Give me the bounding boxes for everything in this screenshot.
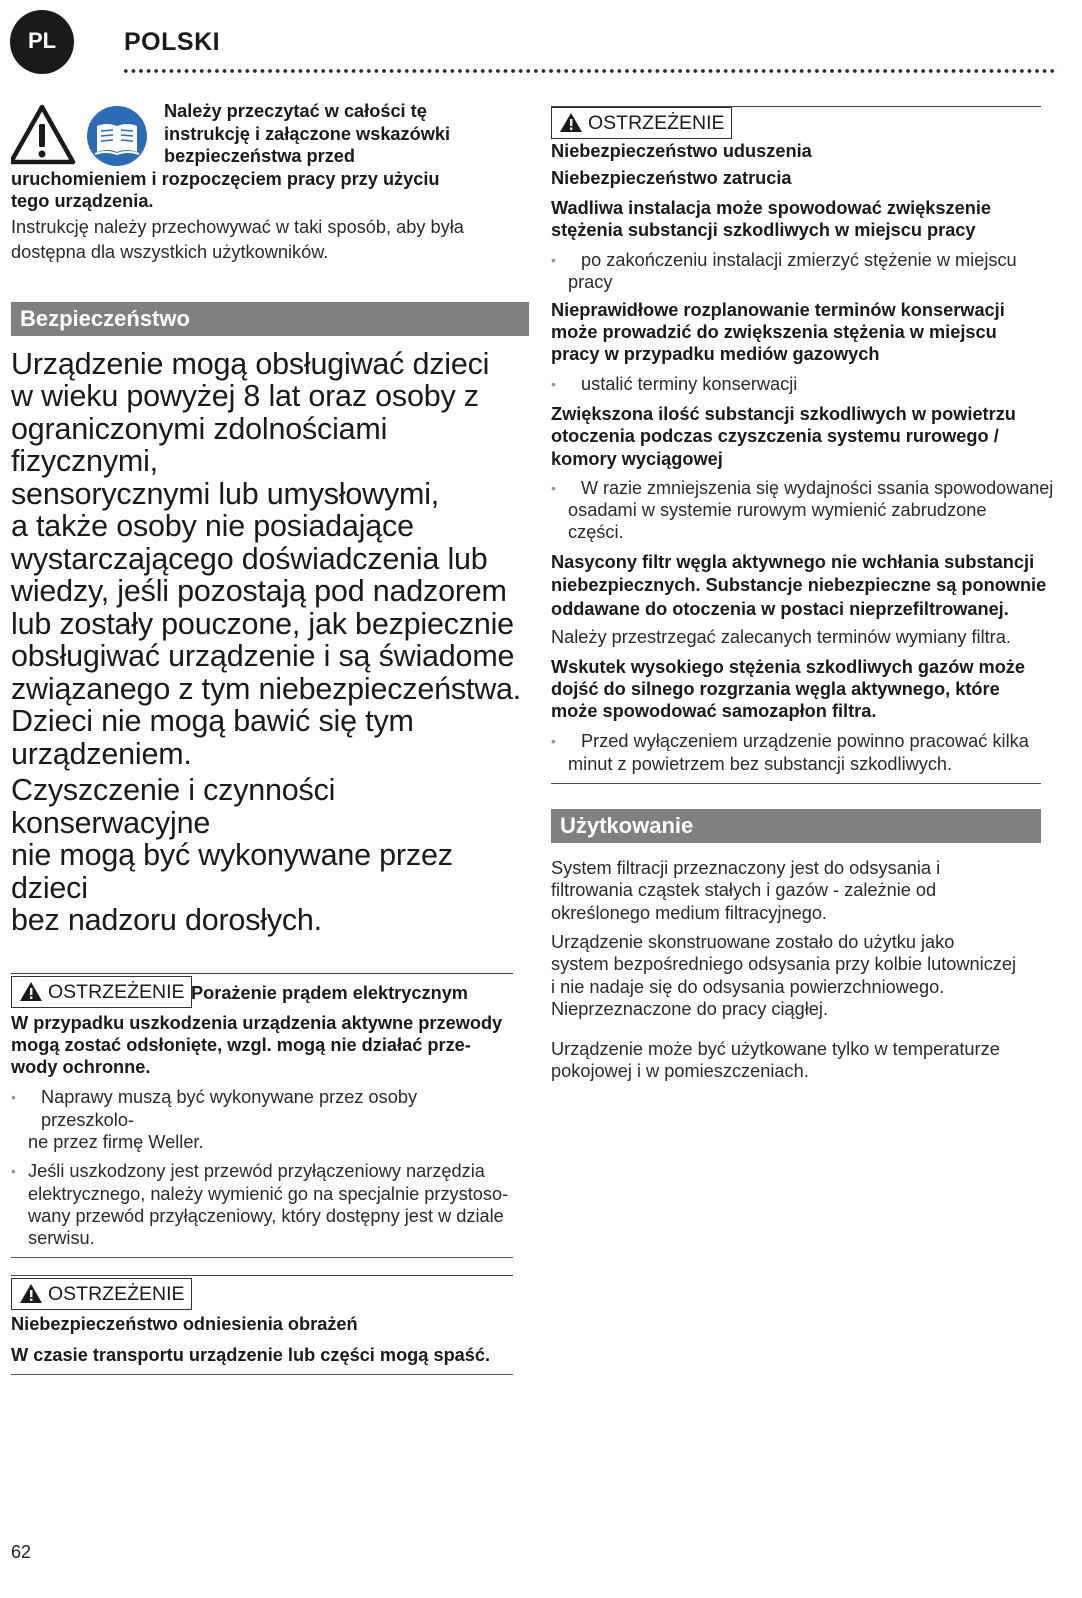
safety-line: wiedzy, jeśli pozostają pod nadzorem — [11, 574, 507, 608]
warning-injury — [11, 1275, 513, 1375]
safety-line: bez nadzoru dorosłych. — [11, 903, 322, 937]
warning-label: OSTRZEŻENIE — [48, 980, 185, 1003]
right-column — [551, 106, 1071, 1083]
text-line: filtrowania cząstek stałych i gazów - zależnie od — [551, 880, 937, 901]
text-line: wany przewód przyłączeniowy, który dostępny jest w dziale — [28, 1205, 504, 1226]
text-line: Urządzenie skonstruowane zostało do użytku jako — [551, 931, 955, 952]
text-line: elektrycznego, należy wymienić go na specjalnie przystoso- — [28, 1183, 509, 1204]
manual-book-icon — [87, 106, 147, 166]
text-line: System filtracji przeznaczony jest do odsysania i — [551, 858, 941, 879]
intro-line: Należy przeczytać w całości tę — [164, 101, 427, 121]
warning-title: Porażenie prądem elektrycznym — [191, 982, 468, 1003]
usage-paragraph — [551, 931, 1071, 1020]
warning-label-box — [11, 976, 192, 1008]
language-badge: PL — [10, 10, 74, 74]
intro-normal-text — [11, 215, 529, 265]
safety-line: związanego z tym niebezpieczeństwa. — [11, 671, 522, 706]
text-line: i nie nadaje się do odsysania powierzchniowego. — [551, 976, 945, 997]
warning-title: Niebezpieczeństwo zatrucia — [551, 168, 792, 189]
list-item — [551, 730, 1071, 775]
safety-line: Czyszczenie i czynności konserwacyjne — [11, 773, 336, 840]
warning-label: OSTRZEŻENIE — [48, 1283, 185, 1306]
page-number: 62 — [11, 1542, 32, 1562]
safety-line: Urządzenie mogą obsługiwać dzieci — [11, 346, 490, 381]
text-line: Wadliwa instalacja może spowodować zwiększenie — [551, 197, 991, 218]
list-item — [551, 477, 1071, 544]
text-line: minut z powietrzem bez substancji szkodliwych. — [568, 753, 953, 774]
text-line: Wskutek wysokiego stężenia szkodliwych gazów może — [551, 656, 1026, 677]
safety-line: ograniczonymi zdolnościami fizycznymi, — [11, 411, 388, 478]
safety-line: obsługiwać urządzenie i są świadome — [11, 639, 515, 673]
text-line: Nieprzeznaczone do pracy ciągłej. — [551, 998, 829, 1019]
intro-block — [11, 100, 529, 265]
warning-bold-text: W czasie transportu urządzenie lub części mogą spaść. — [11, 1344, 491, 1365]
text-line: osadami w systemie rurowym wymienić zabrudzone — [568, 500, 987, 521]
usage-heading: Użytkowanie — [551, 809, 1041, 843]
usage-paragraph — [551, 857, 1071, 924]
text-line: niebezpiecznych. Substancje niebezpieczne są ponownie — [551, 575, 1047, 596]
safety-line: nie mogą być wykonywane przez dzieci — [11, 838, 453, 905]
intro-line: Instrukcję należy przechowywać w taki sposób, aby była — [11, 216, 464, 237]
text-line: mogą zostać odsłonięte, wzgl. mogą nie działać prze- — [11, 1034, 471, 1055]
safety-line: wystarczającego doświadczenia lub — [11, 541, 488, 576]
safety-line: a także osoby nie posiadające — [11, 509, 414, 543]
text-line: • ustalić terminy konserwacji — [581, 373, 798, 394]
warning-title: Niebezpieczeństwo uduszenia — [551, 141, 812, 161]
text-line: Nasycony filtr węgla aktywnego nie wchłania substancji — [551, 551, 1035, 572]
safety-heading: Bezpieczeństwo — [11, 302, 529, 336]
warning-triangle-icon — [20, 1284, 42, 1303]
text-line: pokojowej i w pomieszczeniach. — [551, 1061, 809, 1082]
warning-triangle-icon — [560, 113, 582, 132]
text-line: • W razie zmniejszenia się wydajności ssania spowodowanej — [581, 477, 1054, 498]
text-line: • Przed wyłączeniem urządzenie powinno pracować kilka — [581, 731, 1029, 752]
intro-icons — [11, 104, 161, 166]
dotted-divider — [122, 68, 1058, 74]
warning-bold-text — [551, 197, 1071, 242]
warning-bold-text — [551, 403, 1071, 470]
text-line: Urządzenie może być użytkowane tylko w temperaturze — [551, 1039, 1000, 1060]
list-item — [551, 373, 1071, 395]
warning-electric — [11, 973, 513, 1259]
safety-line: urządzeniem. — [11, 736, 192, 771]
warning-triangle-icon — [11, 107, 73, 162]
warning-label: OSTRZEŻENIE — [588, 112, 725, 134]
text-line: • Naprawy muszą być wykonywane przez osoby przeszkolo- — [41, 1087, 418, 1130]
text-line: pracy — [568, 272, 613, 293]
warning-bold-text — [551, 656, 1071, 723]
usage-paragraph — [551, 1038, 1071, 1083]
text-line: • Jeśli uszkodzony jest przewód przyłączeniowy narzędzia — [28, 1161, 485, 1182]
text-line: W przypadku uszkodzenia urządzenia aktywne przewody — [11, 1012, 503, 1033]
text-line: Nieprawidłowe rozplanowanie terminów konserwacji — [551, 299, 1005, 320]
warning-label-box — [551, 107, 732, 139]
safety-line: lub zostały pouczone, jak bezpiecznie — [11, 606, 514, 641]
list-item — [11, 1086, 513, 1153]
text-line: • po zakończeniu instalacji zmierzyć stężenie w miejscu — [581, 250, 1017, 271]
warning-normal-text: Należy przestrzegać zalecanych terminów wymiany filtra. — [551, 627, 1011, 648]
text-line: pracy w przypadku mediów gazowych — [551, 344, 880, 365]
text-line: określonego medium filtracyjnego. — [551, 902, 827, 923]
language-title: POLSKI — [124, 28, 221, 56]
intro-line: instrukcję i załączone wskazówki — [164, 123, 451, 144]
warning-triangle-icon — [20, 982, 42, 1001]
intro-line: tego urządzenia. — [11, 191, 154, 211]
warning-label-box — [11, 1278, 192, 1310]
left-column — [11, 100, 529, 1375]
safety-line: sensorycznymi lub umysłowymi, — [11, 476, 440, 511]
text-line: komory wyciągowej — [551, 448, 723, 469]
warning-bold-text — [551, 299, 1071, 366]
warning-title: Niebezpieczeństwo odniesienia obrażeń — [11, 1314, 358, 1335]
text-line: dojść do silnego rozgrzania węgla aktywnego, które — [551, 678, 1000, 699]
intro-line: bezpieczeństwa przed — [164, 146, 356, 166]
list-item — [551, 249, 1071, 294]
intro-line: uruchomieniem i rozpoczęciem pracy przy użyciu — [11, 168, 440, 189]
warning-bold-text — [551, 551, 1071, 622]
text-line: stężenia substancji szkodliwych w miejscu pracy — [551, 219, 976, 240]
text-line: może prowadzić do zwiększenia stężenia w miejscu — [551, 322, 997, 343]
text-line: wody ochronne. — [11, 1057, 151, 1078]
text-line: może spowodować samozapłon filtra. — [551, 701, 877, 722]
safety-text — [11, 348, 529, 937]
text-line: Zwiększona ilość substancji szkodliwych w powietrzu — [551, 403, 1016, 424]
text-line: oddawane do otoczenia w postaci nieprzefiltrowanej. — [551, 598, 1009, 619]
intro-line: dostępna dla wszystkich użytkowników. — [11, 241, 329, 262]
list-item — [11, 1160, 513, 1249]
safety-line: w wieku powyżej 8 lat oraz osoby z — [11, 379, 479, 413]
text-line: otoczenia podczas czyszczenia systemu rurowego / — [551, 426, 999, 447]
safety-line: Dzieci nie mogą bawić się tym — [11, 704, 414, 738]
warning-right — [551, 106, 1041, 139]
text-line: serwisu. — [28, 1228, 95, 1249]
text-line: system bezpośredniego odsysania przy kolbie lutowniczej — [551, 954, 1017, 975]
warning-bold-text — [11, 1012, 513, 1079]
text-line: ne przez firmę Weller. — [28, 1131, 204, 1152]
text-line: części. — [568, 522, 624, 543]
